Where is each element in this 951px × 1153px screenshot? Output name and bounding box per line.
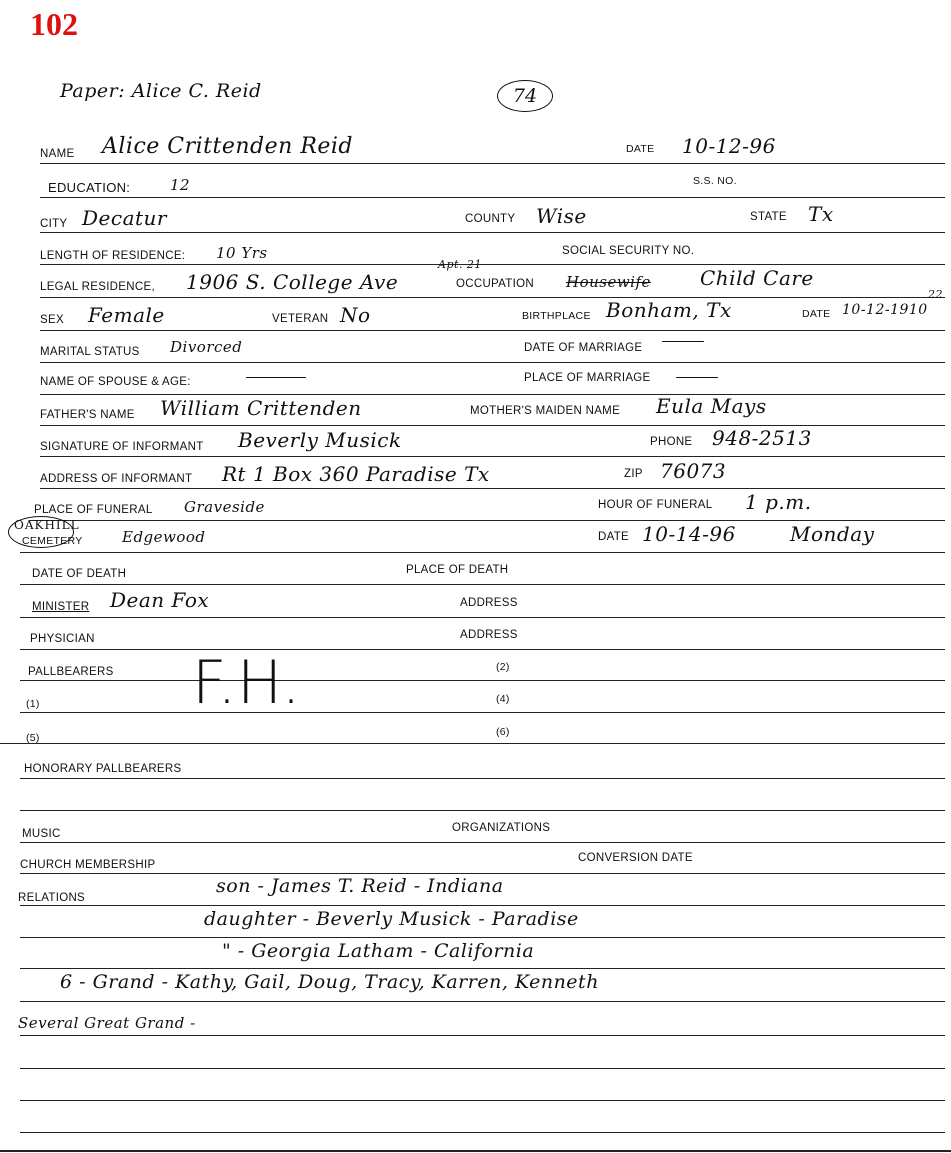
rule	[20, 617, 945, 618]
rule	[20, 873, 945, 874]
label-place-of-funeral: PLACE OF FUNERAL	[34, 504, 153, 516]
rule	[20, 1001, 945, 1002]
value-marital-status: Divorced	[170, 338, 243, 356]
value-education: 12	[170, 176, 191, 194]
label-occupation: OCCUPATION	[456, 278, 534, 290]
value-mothers-maiden-name: Eula Mays	[656, 394, 767, 418]
value-address-informant: Rt 1 Box 360 Paradise Tx	[222, 462, 490, 486]
value-county: Wise	[536, 204, 587, 228]
rule	[20, 968, 945, 969]
label-name-of-spouse: NAME OF SPOUSE & AGE:	[40, 376, 191, 388]
header-note: Paper: Alice C. Reid	[60, 80, 262, 102]
label-city: CITY	[40, 218, 68, 230]
label-education: EDUCATION:	[48, 180, 131, 195]
rule	[40, 362, 945, 363]
label-name: NAME	[40, 148, 75, 160]
label-pb6: (6)	[496, 726, 510, 738]
rule	[40, 394, 945, 395]
value-veteran: No	[340, 303, 371, 327]
rule	[40, 163, 945, 164]
label-conversion-date: CONVERSION DATE	[578, 852, 693, 864]
value-oak-hill: OAKHILL	[14, 518, 80, 532]
rule	[20, 1035, 945, 1036]
value-legal-residence: 1906 S. College Ave	[186, 270, 399, 294]
rule	[40, 297, 945, 298]
value-apt: Apt. 21	[438, 258, 482, 271]
label-date-of-death: DATE OF DEATH	[32, 568, 127, 580]
page-number: 102	[30, 6, 78, 42]
value-occupation-struck: Housewife	[566, 273, 651, 291]
label-address-informant: ADDRESS OF INFORMANT	[40, 473, 193, 485]
rule	[40, 330, 945, 331]
label-veteran: VETERAN	[272, 313, 329, 325]
rule	[20, 552, 945, 553]
value-zip: 76073	[660, 459, 727, 483]
relation-line: 6 - Grand - Kathy, Gail, Doug, Tracy, Karren, Kenneth	[60, 971, 599, 993]
blank-dash	[662, 341, 704, 342]
label-fathers-name: FATHER'S NAME	[40, 409, 135, 421]
rule	[20, 810, 945, 811]
label-marital-status: MARITAL STATUS	[40, 346, 140, 358]
value-place-of-funeral: Graveside	[184, 498, 265, 516]
blank-dash	[676, 377, 718, 378]
label-date-of-marriage: DATE OF MARRIAGE	[524, 342, 643, 354]
label-mothers-maiden-name: MOTHER'S MAIDEN NAME	[470, 405, 621, 417]
label-sex: SEX	[40, 314, 64, 326]
label-church-membership: CHURCH MEMBERSHIP	[20, 859, 156, 871]
rule	[20, 937, 945, 938]
rule	[40, 456, 945, 457]
relation-line: " - Georgia Latham - California	[222, 940, 535, 962]
label-state: STATE	[750, 211, 787, 223]
label-address-2: ADDRESS	[460, 629, 518, 641]
label-place-of-marriage: PLACE OF MARRIAGE	[524, 372, 651, 384]
label-place-of-death: PLACE OF DEATH	[406, 564, 509, 576]
value-birthplace: Bonham, Tx	[606, 298, 732, 322]
rule	[20, 1100, 945, 1101]
relation-line: Several Great Grand -	[18, 1014, 196, 1032]
blank-dash	[246, 377, 306, 378]
value-phone: 948-2513	[712, 426, 812, 450]
rule	[40, 488, 945, 489]
circled-number: 74	[497, 80, 553, 112]
label-cemetery: CEMETERY	[22, 535, 83, 547]
label-pb5: (5)	[26, 732, 40, 744]
label-birthplace: BIRTHPLACE	[522, 310, 591, 322]
value-birth-date: 10-12-1910	[842, 302, 928, 318]
value-state: Tx	[808, 202, 834, 226]
rule	[20, 842, 945, 843]
label-relations: RELATIONS	[18, 892, 86, 904]
rule	[30, 520, 945, 521]
rule	[20, 778, 945, 779]
value-funeral-day: Monday	[790, 522, 875, 546]
value-signature-informant: Beverly Musick	[238, 428, 402, 452]
label-hour-of-funeral: HOUR OF FUNERAL	[598, 499, 713, 511]
label-honorary-pallbearers: HONORARY PALLBEARERS	[24, 763, 182, 775]
label-address-1: ADDRESS	[460, 597, 518, 609]
label-zip: ZIP	[624, 468, 643, 480]
rule	[40, 197, 945, 198]
value-funeral-date: 10-14-96	[642, 522, 736, 546]
label-organizations: ORGANIZATIONS	[452, 822, 551, 834]
value-cemetery: Edgewood	[122, 528, 206, 546]
label-pb2: (2)	[496, 661, 510, 673]
label-social-security: SOCIAL SECURITY NO.	[562, 245, 695, 257]
label-legal-residence: LEGAL RESIDENCE,	[40, 281, 155, 293]
rule	[20, 680, 945, 681]
value-name: Alice Crittenden Reid	[102, 134, 354, 159]
rule	[20, 1132, 945, 1133]
value-fathers-name: William Crittenden	[160, 396, 362, 420]
rule	[20, 905, 945, 906]
label-phone: PHONE	[650, 436, 693, 448]
label-pb4: (4)	[496, 693, 510, 705]
rule	[0, 1150, 951, 1152]
value-sex: Female	[88, 303, 165, 327]
rule	[0, 743, 945, 744]
label-pallbearers: PALLBEARERS	[28, 666, 114, 678]
relation-line: son - James T. Reid - Indiana	[216, 875, 504, 897]
rule	[20, 584, 945, 585]
value-date: 10-12-96	[682, 134, 776, 158]
label-county: COUNTY	[465, 213, 516, 225]
value-city: Decatur	[82, 206, 167, 230]
relation-line: daughter - Beverly Musick - Paradise	[204, 908, 579, 930]
label-ssno: S.S. NO.	[693, 175, 737, 187]
value-hour-of-funeral: 1 p.m.	[745, 490, 812, 514]
value-length-residence: 10 Yrs	[216, 244, 268, 262]
rule	[20, 712, 945, 713]
rule	[20, 649, 945, 650]
label-physician: PHYSICIAN	[30, 633, 95, 645]
value-birth-date-note: 22	[928, 288, 943, 301]
rule	[40, 232, 945, 233]
label-signature-informant: SIGNATURE OF INFORMANT	[40, 441, 204, 453]
label-pb1: (1)	[26, 698, 40, 710]
value-occupation: Child Care	[700, 266, 814, 290]
value-minister: Dean Fox	[110, 588, 210, 612]
rule	[40, 264, 945, 265]
rule	[20, 1068, 945, 1069]
value-initials: F.H.	[192, 648, 302, 718]
label-date: DATE	[626, 143, 655, 155]
label-length-residence: LENGTH OF RESIDENCE:	[40, 250, 186, 262]
label-birth-date: DATE	[802, 308, 831, 320]
label-minister: MINISTER	[32, 601, 90, 613]
label-music: MUSIC	[22, 828, 61, 840]
label-funeral-date: DATE	[598, 531, 630, 543]
